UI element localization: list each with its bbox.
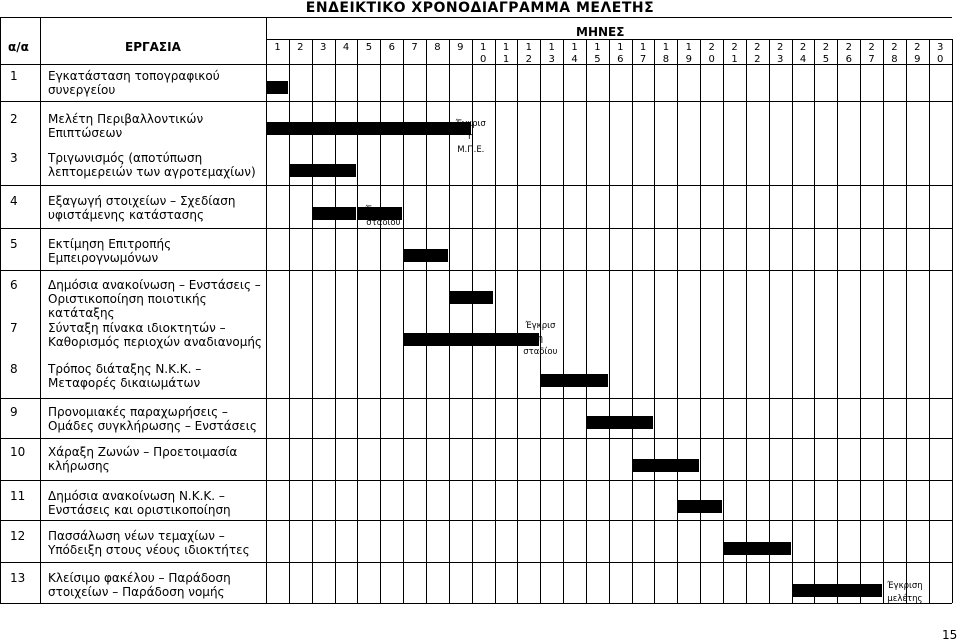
month-digit: 2 (525, 54, 533, 65)
month-column-line (929, 39, 930, 603)
month-header (335, 42, 358, 66)
approval-note-line: Έγκριση (887, 581, 923, 591)
task-number: 1 (10, 69, 18, 83)
task-number: 3 (10, 151, 18, 165)
row-divider (0, 270, 952, 271)
month-digit: 1 (502, 42, 510, 53)
row-divider (0, 228, 952, 229)
month-digit: 6 (388, 42, 395, 53)
approval-note-line: Έγκρισ (455, 119, 486, 129)
month-digit: 6 (617, 54, 624, 65)
gantt-bar (290, 164, 357, 177)
approval-note-line: η (537, 334, 544, 344)
month-digit: 1 (548, 42, 555, 53)
task-number: 7 (10, 321, 18, 335)
header-aa: α/α (8, 40, 29, 54)
task-label-line: υφιστάμενης κατάστασης (48, 208, 205, 222)
approval-note (360, 204, 406, 230)
approval-note-line: Έγκρισ (525, 321, 556, 331)
gantt-bar (541, 374, 608, 387)
month-digit: 2 (822, 42, 830, 53)
month-header (563, 42, 586, 66)
month-digit: 1 (685, 42, 692, 53)
row-divider (0, 520, 952, 521)
month-digit: 2 (297, 42, 304, 53)
month-header (449, 42, 472, 66)
table-bottom (0, 603, 952, 604)
month-column-line (860, 39, 861, 603)
task-label-line: κατάταξης (48, 306, 115, 320)
row-divider (0, 398, 952, 399)
task-label (48, 237, 263, 265)
row-divider (0, 101, 952, 102)
header-months: ΜΗΝΕΣ (576, 25, 625, 39)
month-digit: 1 (502, 54, 510, 65)
gantt-bar (313, 207, 357, 220)
month-header (723, 42, 746, 66)
month-header (609, 42, 632, 66)
month-digit: 4 (342, 42, 350, 53)
task-label-line: κλήρωσης (48, 459, 110, 473)
task-label (48, 362, 263, 390)
gantt-bar (724, 542, 791, 555)
task-label-line: Ομάδες συγκλήρωσης – Ενστάσεις (48, 419, 257, 433)
gantt-bar (633, 459, 700, 472)
gantt-bar (404, 333, 539, 346)
month-header (586, 42, 609, 66)
task-label-line: Κλείσιμο φακέλου – Παράδοση (48, 571, 231, 585)
month-column-line (632, 39, 633, 603)
task-label-line: Εξαγωγή στοιχείων – Σχεδίαση (48, 194, 236, 208)
month-header (654, 42, 677, 66)
table-left (0, 17, 1, 603)
month-digit: 2 (845, 42, 852, 53)
task-label-line: Υπόδειξη στους νέους ιδιοκτήτες (48, 543, 250, 557)
month-header (472, 42, 495, 66)
month-header (792, 42, 815, 66)
month-digit: 3 (320, 42, 327, 53)
task-label-line: Σύνταξη πίνακα ιδιοκτητών – (48, 321, 226, 335)
month-column-line (609, 39, 610, 603)
approval-note (451, 118, 491, 157)
month-column-line (723, 39, 724, 603)
month-header (289, 42, 312, 66)
month-digit: 1 (617, 42, 624, 53)
gantt-bar (404, 249, 448, 262)
task-label-line: Μελέτη Περιβαλλοντικών (48, 112, 204, 126)
month-digit: 5 (594, 54, 601, 65)
task-number: 4 (10, 194, 18, 208)
month-digit: 1 (639, 42, 647, 53)
month-header (906, 42, 929, 66)
month-digit: 7 (868, 54, 875, 65)
month-digit: 5 (365, 42, 373, 53)
task-label (48, 151, 263, 179)
month-digit: 4 (571, 54, 578, 65)
month-column-line (769, 39, 770, 603)
approval-note (520, 320, 560, 359)
task-label-line: Πασσάλωση νέων τεμαχίων – (48, 529, 225, 543)
month-digit: 1 (479, 42, 487, 53)
month-digit: 9 (457, 42, 464, 53)
task-label-line: λεπτομερειών των αγροτεμαχίων) (48, 165, 256, 179)
gantt-bar (587, 416, 654, 429)
task-label-line: Καθορισμός περιοχών αναδιανομής (48, 335, 262, 349)
task-number: 12 (10, 529, 26, 543)
month-digit: 7 (411, 42, 418, 53)
gantt-bar (793, 584, 882, 597)
month-column-line (586, 39, 587, 603)
month-header (860, 42, 883, 66)
approval-note-line: σταδίου (366, 218, 401, 228)
gantt-bar (267, 81, 288, 94)
month-digit: 0 (708, 54, 715, 65)
month-digit: 0 (936, 54, 944, 65)
month-header (632, 42, 655, 66)
approval-note-line: σταδίου (523, 347, 558, 357)
month-column-line (814, 39, 815, 603)
task-number: 9 (10, 405, 18, 419)
task-label-line: συνεργείου (48, 83, 116, 97)
month-digit: 0 (479, 54, 487, 65)
month-column-line (700, 39, 701, 603)
task-label-line: Εκτίμηση Επιτροπής (48, 237, 172, 251)
header-divider (0, 64, 952, 65)
month-header (746, 42, 769, 66)
aa-divider (40, 17, 41, 603)
month-column-line (837, 39, 838, 603)
task-number: 10 (10, 445, 26, 459)
row-divider (0, 480, 952, 481)
task-label (48, 69, 263, 97)
month-column-line (883, 39, 884, 603)
header-task: ΕΡΓΑΣΙΑ (125, 40, 181, 54)
task-label (48, 112, 263, 140)
month-header (929, 42, 952, 66)
task-label-line: Τρόπος διάταξης Ν.Κ.Κ. – (48, 362, 202, 376)
month-header (700, 42, 723, 66)
month-header (403, 42, 426, 66)
task-label (48, 445, 263, 473)
month-header (814, 42, 837, 66)
month-digit: 2 (891, 42, 898, 53)
month-header (357, 42, 380, 66)
month-column-line (495, 39, 496, 603)
page-title: ΕΝΔΕΙΚΤΙΚΟ ΧΡΟΝΟΔΙΑΓΡΑΜΜΑ ΜΕΛΕΤΗΣ (305, 0, 655, 16)
gantt-bar (267, 122, 471, 135)
month-header (540, 42, 563, 66)
task-label-line: Μεταφορές δικαιωμάτων (48, 376, 201, 390)
month-digit: 1 (274, 42, 281, 53)
task-label-line: Εγκατάσταση τοπογραφικού (48, 69, 220, 83)
task-label (48, 278, 263, 320)
task-label-line: Δημόσια ανακοίνωση Ν.Κ.Κ. – (48, 489, 225, 503)
month-header (837, 42, 860, 66)
row-divider (0, 185, 952, 186)
task-label (48, 321, 263, 349)
task-number: 8 (10, 362, 18, 376)
month-digit: 1 (571, 42, 578, 53)
month-digit: 5 (822, 54, 830, 65)
month-digit: 2 (914, 42, 921, 53)
row-divider (0, 562, 952, 563)
task-number: 2 (10, 112, 18, 126)
month-header (495, 42, 518, 66)
month-digit: 2 (868, 42, 875, 53)
task-label (48, 571, 263, 599)
month-digit: 9 (914, 54, 921, 65)
month-digit: 3 (777, 54, 784, 65)
task-label-line: Οριστικοποίηση ποιοτικής (48, 292, 207, 306)
month-column-line (906, 39, 907, 603)
month-digit: 8 (662, 54, 670, 65)
month-header (677, 42, 700, 66)
gantt-bar (450, 291, 494, 304)
month-column-line (517, 39, 518, 603)
month-header (266, 42, 289, 66)
month-digit: 2 (708, 42, 715, 53)
month-column-line (746, 39, 747, 603)
task-label-line: στοιχείων – Παράδοση νομής (48, 585, 225, 599)
month-digit: 1 (525, 42, 533, 53)
month-digit: 4 (799, 54, 807, 65)
month-header (769, 42, 792, 66)
task-label (48, 194, 263, 222)
month-digit: 7 (639, 54, 647, 65)
month-digit: 2 (799, 42, 807, 53)
month-digit: 2 (754, 42, 761, 53)
month-header (380, 42, 403, 66)
approval-note-line: η (468, 132, 474, 142)
month-digit: 3 (936, 42, 944, 53)
task-number: 13 (10, 571, 26, 585)
month-digit: 2 (731, 42, 738, 53)
month-digit: 3 (548, 54, 555, 65)
task-label-line: Εμπειρογνωμόνων (48, 251, 159, 265)
approval-note-line: μελέτης (887, 594, 923, 604)
task-number: 6 (10, 278, 18, 292)
month-digit: 1 (662, 42, 670, 53)
month-column-line (952, 39, 953, 603)
month-header (312, 42, 335, 66)
task-label-line: Προνομιακές παραχωρήσεις – (48, 405, 228, 419)
approval-note (885, 580, 925, 606)
task-label-line: Επιπτώσεων (48, 126, 123, 140)
task-number: 5 (10, 237, 18, 251)
approval-note-line: Έγκριση (365, 205, 402, 215)
month-digit: 6 (845, 54, 852, 65)
gantt-bar (678, 500, 722, 513)
month-header (517, 42, 540, 66)
page-number: 15 (942, 628, 958, 642)
month-digit: 1 (594, 42, 601, 53)
approval-note-line: Μ.Π.Ε. (457, 145, 485, 155)
month-column-line (792, 39, 793, 603)
task-label (48, 405, 263, 433)
month-header (883, 42, 906, 66)
task-label (48, 529, 263, 557)
month-digit: 8 (434, 42, 441, 53)
task-label-line: Ενστάσεις και οριστικοποίηση (48, 503, 231, 517)
month-column-line (563, 39, 564, 603)
month-digit: 9 (685, 54, 692, 65)
month-column-line (654, 39, 655, 603)
task-label-line: Δημόσια ανακοίνωση – Ενστάσεις – (48, 278, 261, 292)
month-digit: 1 (731, 54, 738, 65)
task-label-line: Τριγωνισμός (αποτύπωση (48, 151, 203, 165)
task-divider (266, 17, 267, 603)
title-divider (0, 17, 952, 18)
month-digit: 8 (891, 54, 898, 65)
task-number: 11 (10, 489, 26, 503)
task-label (48, 489, 263, 517)
month-digit: 2 (754, 54, 761, 65)
month-digit: 2 (777, 42, 784, 53)
month-column-line (677, 39, 678, 603)
row-divider (0, 438, 952, 439)
task-label-line: Χάραξη Ζωνών – Προετοιμασία (48, 445, 238, 459)
month-header (426, 42, 449, 66)
